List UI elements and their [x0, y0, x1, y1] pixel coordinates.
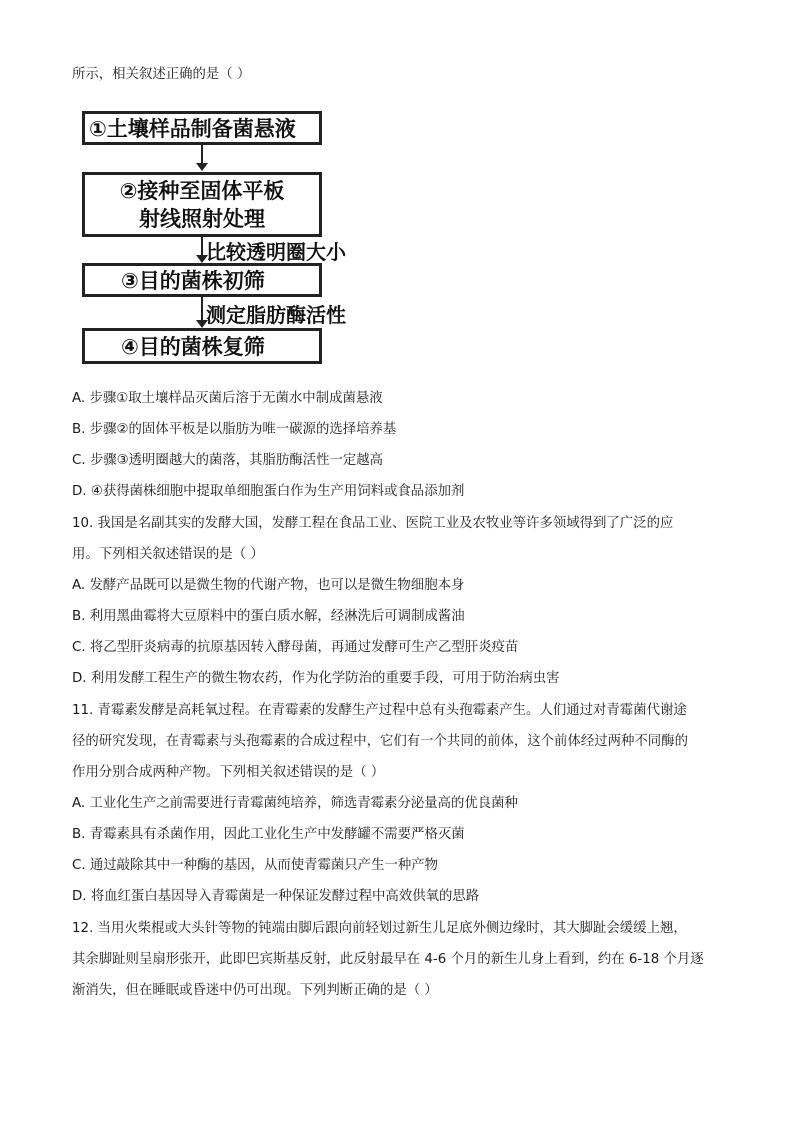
q10-option-a: A. 发酵产品既可以是微生物的代谢产物，也可以是微生物细胞本身 [72, 578, 465, 593]
q10-stem-line2: 用。下列相关叙述错误的是（ ） [72, 547, 264, 562]
q9-option-b: B. 步骤②的固体平板是以脂肪为唯一碳源的选择培养基 [72, 422, 397, 437]
flow-step-2-box [82, 172, 322, 237]
q11-option-c: C. 通过敲除其中一种酶的基因，从而使青霉菌只产生一种产物 [72, 858, 439, 873]
flow-step-2-text-line1: ②接种至固体平板 [119, 178, 285, 203]
flow-arrow-1-head [196, 163, 208, 171]
q12-stem-line1: 12. 当用火柴棍或大头针等物的钝端由脚后跟向前轻划过新生儿足底外侧边缘时，其大脚趾会缓缓上翘， [72, 921, 687, 936]
flow-step-1-text: ①土壤样品制备菌悬液 [89, 117, 296, 141]
flow-step-3-text: ③目的菌株初筛 [121, 269, 265, 293]
q11-stem-line3: 作用分别合成两种产物。下列相关叙述错误的是（ ） [72, 765, 385, 780]
q10-option-c: C. 将乙型肝炎病毒的抗原基因转入酵母菌，再通过发酵可生产乙型肝炎疫苗 [72, 640, 519, 655]
flow-arrow-3-shaft [201, 297, 203, 320]
q10-stem-line1: 10. 我国是名副其实的发酵大国，发酵工程在食品工业、医院工业及农牧业等许多领域得到了广泛的应 [72, 516, 674, 531]
q12-stem-line3: 渐消失，但在睡眠或昏迷中仍可出现。下列判断正确的是（ ） [72, 983, 438, 998]
flow-arrow-3-label: 测定脂肪酶活性 [206, 303, 346, 327]
q9-option-d: D. ④获得菌株细胞中提取单细胞蛋白作为生产用饲料或食品添加剂 [72, 484, 465, 499]
q11-stem-line1: 11. 青霉素发酵是高耗氧过程。在青霉素的发酵生产过程中总有头孢霉素产生。人们通过对青霉菌代谢途 [72, 703, 687, 718]
flow-arrow-2-shaft [201, 237, 203, 255]
flow-step-4-text: ④目的菌株复筛 [121, 335, 265, 359]
q9-option-c: C. 步骤③透明圈越大的菌落，其脂肪酶活性一定越高 [72, 453, 384, 468]
q11-stem-line2: 径的研究发现，在青霉素与头孢霉素的合成过程中，它们有一个共同的前体，这个前体经过两种不同酶的 [72, 734, 688, 749]
q11-option-b: B. 青霉素具有杀菌作用，因此工业化生产中发酵罐不需要严格灭菌 [72, 827, 465, 842]
q10-option-d: D. 利用发酵工程生产的微生物农药，作为化学防治的重要手段，可用于防治病虫害 [72, 671, 560, 686]
q10-option-b: B. 利用黑曲霉将大豆原料中的蛋白质水解，经淋洗后可调制成酱油 [72, 609, 465, 624]
q9-option-a: A. 步骤①取土壤样品灭菌后溶于无菌水中制成菌悬液 [72, 391, 383, 406]
q11-option-a: A. 工业化生产之前需要进行青霉菌纯培养，筛选青霉素分泌量高的优良菌种 [72, 796, 518, 811]
question-intro-line: 所示，相关叙述正确的是（ ） [72, 67, 251, 82]
flow-step-4-box [82, 328, 322, 364]
flow-step-2-text-line2: 射线照射处理 [139, 206, 265, 231]
flow-step-3-box [82, 263, 322, 297]
flow-arrow-1-shaft [201, 145, 203, 163]
flow-step-1-box [82, 111, 322, 145]
flow-arrow-2-label: 比较透明圈大小 [206, 240, 346, 264]
q11-option-d: D. 将血红蛋白基因导入青霉菌是一种保证发酵过程中高效供氧的思路 [72, 889, 480, 904]
q12-stem-line2: 其余脚趾则呈扇形张开，此即巴宾斯基反射，此反射最早在 4-6 个月的新生儿身上看到，约在 6-18 个月逐 [72, 952, 704, 967]
